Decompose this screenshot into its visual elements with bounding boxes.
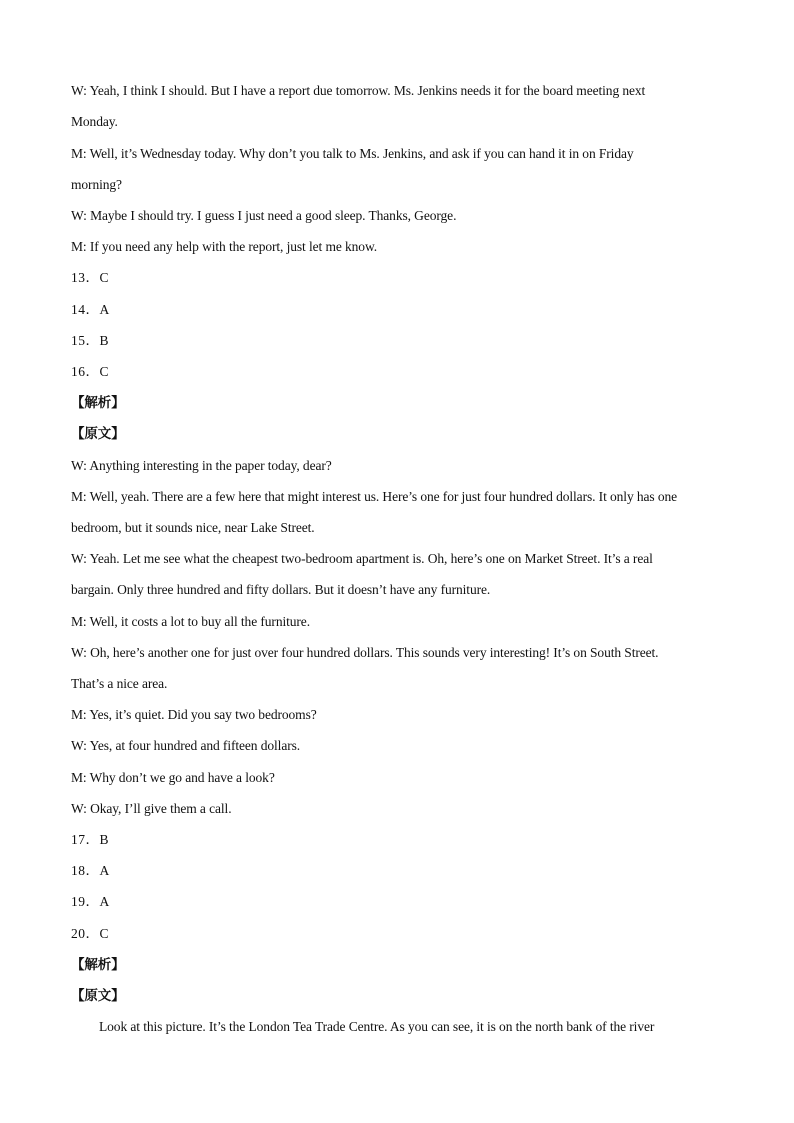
- section-heading: 【解析】: [71, 957, 125, 973]
- text-line: bedroom, but it sounds nice, near Lake Street.: [71, 520, 315, 535]
- text-line: W: Oh, here’s another one for just over four hundred dollars. This sounds very interesting! It’s on South Street.: [71, 645, 659, 660]
- section-heading: 【解析】: [71, 395, 125, 411]
- answer-line: 20．C: [71, 926, 110, 941]
- text-line: W: Maybe I should try. I guess I just need a good sleep. Thanks, George.: [71, 208, 457, 223]
- answer-line: 16．C: [71, 364, 110, 379]
- text-line: M: Well, yeah. There are a few here that might interest us. Here’s one for just four hundred dollars. It only has one: [71, 489, 678, 504]
- answer-line: 13．C: [71, 270, 110, 285]
- text-line: M: Well, it’s Wednesday today. Why don’t you talk to Ms. Jenkins, and ask if you can hand it in on Friday: [71, 146, 634, 161]
- text-line: M: If you need any help with the report, just let me know.: [71, 239, 378, 254]
- text-line: W: Anything interesting in the paper today, dear?: [71, 458, 332, 473]
- text-line: M: Why don’t we go and have a look?: [71, 770, 275, 785]
- text-line: W: Yes, at four hundred and fifteen dollars.: [71, 738, 301, 753]
- section-heading: 【原文】: [71, 426, 125, 442]
- section-heading: 【原文】: [71, 988, 125, 1004]
- answer-line: 19．A: [71, 894, 110, 909]
- answer-line: 17．B: [71, 832, 110, 847]
- answer-line: 15．B: [71, 333, 110, 348]
- answer-line: 14．A: [71, 302, 110, 317]
- text-line: That’s a nice area.: [71, 676, 168, 691]
- answer-line: 18．A: [71, 863, 110, 878]
- text-line: morning?: [71, 177, 122, 192]
- text-line: M: Well, it costs a lot to buy all the furniture.: [71, 614, 310, 629]
- text-line: W: Okay, I’ll give them a call.: [71, 801, 232, 816]
- text-line: Monday.: [71, 114, 118, 129]
- text-line: W: Yeah. Let me see what the cheapest two-bedroom apartment is. Oh, here’s one on Market Street. It’s a real: [71, 551, 653, 566]
- text-line: Look at this picture. It’s the London Tea Trade Centre. As you can see, it is on the north bank of the river: [99, 1019, 655, 1034]
- text-line: bargain. Only three hundred and fifty dollars. But it doesn’t have any furniture.: [71, 582, 491, 597]
- text-line: M: Yes, it’s quiet. Did you say two bedrooms?: [71, 707, 317, 722]
- text-line: W: Yeah, I think I should. But I have a report due tomorrow. Ms. Jenkins needs it for the board meeting next: [71, 83, 646, 98]
